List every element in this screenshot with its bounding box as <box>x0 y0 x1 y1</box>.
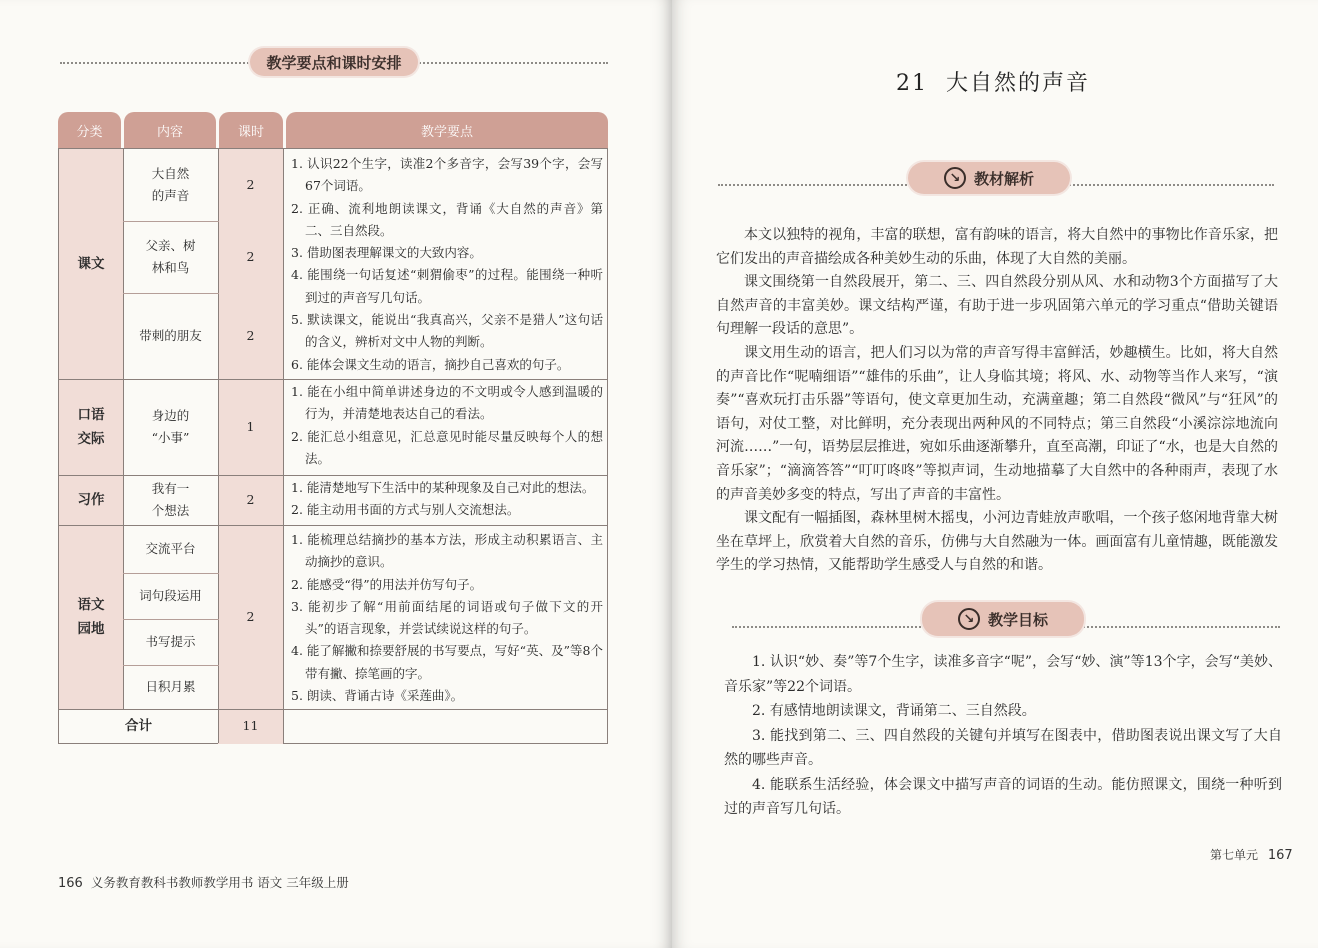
page-footer <box>1210 846 1293 863</box>
hours-cell: 2 <box>246 177 255 192</box>
point-item: 2. 能感受“得”的用法并仿写句子。 <box>291 576 483 592</box>
content-cell: 带刺的朋友 <box>139 328 202 343</box>
goal-item: 4. 能联系生活经验，体会课文中描写声音的词语的生动。能仿照课文，围绕一种听到过的声音写几句话。 <box>724 776 1282 817</box>
table-header <box>58 112 608 148</box>
section-title: 教材解析 <box>973 169 1034 188</box>
content-cell: 大自然 的声音 <box>151 166 190 203</box>
category-cell: 习作 <box>77 492 105 508</box>
content-cell: 身边的 “小事” <box>151 408 190 445</box>
hours-cell: 1 <box>246 419 255 434</box>
analysis-text <box>716 224 1278 578</box>
teaching-goals <box>724 650 1282 822</box>
section-banner-analysis <box>908 162 1070 194</box>
content-cell: 词句段运用 <box>139 588 202 603</box>
point-item: 5. 朗读、背诵古诗《采莲曲》。 <box>291 688 464 704</box>
header-hours: 课时 <box>219 112 283 148</box>
header-points: 教学要点 <box>286 112 608 148</box>
category-cell: 语文 园地 <box>77 597 105 637</box>
hours-cell: 2 <box>246 609 255 624</box>
category-cell: 口语 交际 <box>77 407 105 447</box>
point-item: 5. 默读课文，能说出“我真高兴，父亲不是猎人”这句话的含义，辨析对文中人物的判断。 <box>291 312 603 350</box>
circled-arrow-icon: ↘ <box>958 608 980 630</box>
paragraph: 本文以独特的视角，丰富的联想，富有韵味的语言，将大自然中的事物比作音乐家，把它们发出的声音描绘成各种美妙生动的乐曲，体现了大自然的美丽。 <box>716 227 1278 267</box>
content-cell: 交流平台 <box>145 541 196 556</box>
section-title: 教学要点和课时安排 <box>266 53 402 72</box>
goal-item: 3. 能找到第二、三、四自然段的关键句并填写在图表中，借助图表说出课文写了大自然的哪些声音。 <box>724 727 1282 768</box>
lesson-title: 21 大自然的声音 <box>896 71 1090 96</box>
point-item: 1. 能在小组中简单讲述身边的不文明或令人感到温暖的行为，并清楚地表达自己的看法。 <box>291 384 603 422</box>
header-category: 分类 <box>58 112 121 148</box>
content-cell: 书写提示 <box>145 634 196 649</box>
paragraph: 课文配有一幅插图，森林里树木摇曳，小河边青蛙放声歌唱，一个孩子悠闲地背靠大树坐在草坪上，欣赏着大自然的音乐，仿佛与大自然融为一体。画面富有儿童情趣，既能激发学生的学习热情，又能帮助学生感受人与自然的和谐。 <box>716 510 1278 574</box>
section-title: 教学目标 <box>987 610 1048 629</box>
point-item: 6. 能体会课文生动的语言，摘抄自己喜欢的句子。 <box>291 356 570 372</box>
table-body <box>58 148 608 744</box>
paragraph: 课文用生动的语言，把人们习以为常的声音写得丰富鲜活，妙趣横生。比如，将大自然的声音比作“呢喃细语”“雄伟的乐曲”，让人身临其境；将风、水、动物等当作人来写，“演奏”“喜欢玩打击乐器”等语句，使文章更加生动，充满童趣；第二自然段“微风”与“狂风”的语句，对仗工整，对比鲜明，充分表现出两种风的不同特点；第三自然段“小溪淙淙地流向河流……”一句，语势层层推进，宛如乐曲逐渐攀升，直至高潮，印证了“水，也是大自然的音乐家”；“滴滴答答”“叮叮咚咚”等拟声词，生动地描摹了大自然中的各种雨声，表现了水的声音美妙多变的特点，写出了声音的丰富性。 <box>716 344 1278 503</box>
book-title: 义务教育教科书教师教学用书 语文 三年级上册 <box>90 875 349 890</box>
category-cell: 课文 <box>77 256 105 272</box>
content-cell: 我有一 个想法 <box>151 481 190 518</box>
point-item: 1. 能清楚地写下生活中的某种现象及自己对此的想法。 <box>291 480 595 495</box>
page-number: 167 <box>1267 848 1293 863</box>
section-banner-goals <box>922 602 1084 636</box>
hours-cell: 2 <box>246 492 255 507</box>
goal-item: 2. 有感情地朗读课文，背诵第二、三自然段。 <box>752 703 1036 719</box>
hours-cell: 2 <box>246 249 255 264</box>
page-number: 166 <box>58 876 83 891</box>
point-item: 3. 借助图表理解课文的大致内容。 <box>291 245 482 261</box>
teaching-points <box>285 529 603 707</box>
point-item: 2. 能汇总小组意见，汇总意见时能尽量反映每个人的想法。 <box>291 428 603 466</box>
total-label: 合计 <box>125 718 152 734</box>
content-cell: 日积月累 <box>145 679 196 694</box>
total-hours: 11 <box>242 718 259 733</box>
point-item: 3. 能初步了解“用前面结尾的词语或句子做下文的开头”的语言现象，并尝试续说这样的句子。 <box>291 598 603 637</box>
paragraph: 课文围绕第一自然段展开，第二、三、四自然段分别从风、水和动物3个方面描写了大自然声音的丰富美妙。课文结构严谨，有助于进一步巩固第六单元的学习重点“借助关键语句理解一段话的意思”。 <box>716 274 1278 338</box>
unit-label: 第七单元 <box>1210 848 1259 862</box>
point-item: 1. 认识22个生字，读准2个多音字，会写39个字，会写67个词语。 <box>291 156 603 194</box>
teaching-points <box>285 381 603 470</box>
point-item: 1. 能梳理总结摘抄的基本方法，形成主动积累语言、主动摘抄的意识。 <box>291 532 603 570</box>
point-item: 2. 能主动用书面的方式与别人交流想法。 <box>291 502 520 518</box>
teaching-points <box>285 477 603 522</box>
schedule-table <box>58 112 608 744</box>
point-item: 2. 正确、流利地朗读课文，背诵《大自然的声音》第二、三自然段。 <box>291 200 603 238</box>
circled-arrow-icon: ↘ <box>944 167 966 189</box>
point-item: 4. 能了解撇和捺要舒展的书写要点，写好“英、及”等8个带有撇、捺笔画的字。 <box>291 643 603 681</box>
point-item: 4. 能围绕一句话复述“刺猬偷枣”的过程。能围绕一种听到过的声音写几句话。 <box>291 267 603 305</box>
page-footer <box>58 873 349 891</box>
section-banner-schedule <box>250 48 418 76</box>
teaching-points <box>285 153 603 376</box>
hours-cell: 2 <box>246 328 255 343</box>
content-cell: 父亲、树 林和鸟 <box>145 238 196 275</box>
header-content: 内容 <box>124 112 216 148</box>
goal-item: 1. 认识“妙、奏”等7个生字，读准多音字“呢”，会写“妙、演”等13个字，会写“美妙、音乐家”等22个词语。 <box>724 654 1282 695</box>
